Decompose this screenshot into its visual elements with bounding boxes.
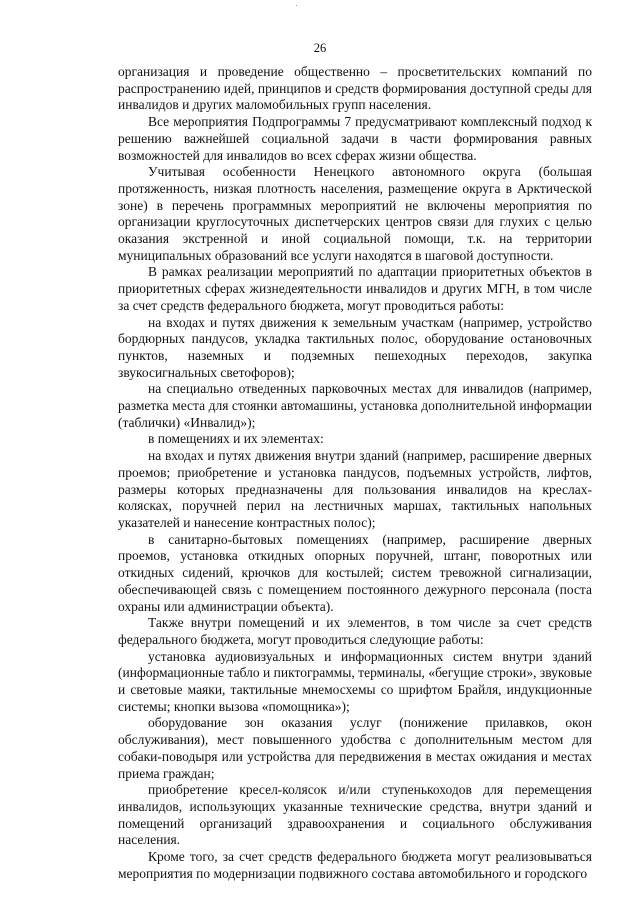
paragraph: Все мероприятия Подпрограммы 7 предусматривают комплексный подход к решению важнейшей социальной задачи в части формирования равных возможностей для инвалидов во всех сферах жизни общества. — [118, 114, 592, 163]
paragraph: Также внутри помещений и их элементов, в том числе за счет средств федерального бюджета, могут проводиться следующие работы: — [118, 615, 592, 647]
paragraph: В рамках реализации мероприятий по адаптации приоритетных объектов в приоритетных сферах жизнедеятельности инвалидов и других МГН, в том числе за счет средств федерального бюджета, могут проводиться работы: — [118, 264, 592, 313]
paragraph: организация и проведение общественно – просветительских компаний по распространению идей, принципов и средств формирования доступной среды для инвалидов и других маломобильных групп населения. — [118, 64, 592, 113]
paragraph: на специально отведенных парковочных местах для инвалидов (например, разметка места для стоянки автомашины, установка дополнительной информации (таблички) «Инвалид»); — [118, 381, 592, 430]
paragraph: в санитарно-бытовых помещениях (например, расширение дверных проемов, установка откидных опорных поручней, штанг, поворотных или откидных сидений, крючков для костылей; систем тревожной сигнализации, обеспечивающей связь с помещением постоянного дежурного персонала (поста охраны или администрации объекта). — [118, 531, 592, 614]
page-number: 26 — [313, 41, 327, 55]
body-text — [118, 64, 592, 882]
paragraph: приобретение кресел-колясок и/или ступенькоходов для перемещения инвалидов, использующих указанные технические средства, внутри зданий и помещений организаций здравоохранения и социального обслуживания населения. — [118, 782, 592, 848]
paragraph: Кроме того, за счет средств федерального бюджета могут реализовываться мероприятия по модернизации подвижного состава автомобильного и городского — [118, 849, 592, 881]
paragraph: оборудование зон оказания услуг (понижение прилавков, окон обслуживания), мест повышенного удобства с дополнительным местом для собаки-поводыря или устройства для передвижения в местах ожидания и местах приема граждан; — [118, 715, 592, 781]
paragraph: в помещениях и их элементах: — [148, 431, 324, 447]
scan-speck — [296, 5, 297, 6]
paragraph: на входах и путях движения к земельным участкам (например, устройство бордюрных пандусов, укладка тактильных полос, оборудование остановочных пунктов, наземных и подземных пешеходных переходов, закупка звукосигнальных светофоров); — [118, 314, 592, 380]
paragraph: Учитывая особенности Ненецкого автономного округа (большая протяженность, низкая плотность населения, размещение округа в Арктической зоне) в перечень программных мероприятий не включены мероприятия по организации круглосуточных диспетчерских центров связи для глухих с целью оказания экстренной и иной социальной помощи, т.к. на территории муниципальных образований все услуги находятся в шаговой доступности. — [118, 164, 592, 263]
paragraph: установка аудиовизуальных и информационных систем внутри зданий (информационные табло и пиктограммы, терминалы, «бегущие строки», звуковые и световые маяки, тактильные мнемосхемы со шрифтом Брайля, индукционные системы; кнопки вызова «помощника»); — [118, 648, 592, 714]
paragraph: на входах и путях движения внутри зданий (например, расширение дверных проемов; приобретение и установка пандусов, подъемных устройств, лифтов, размеры которых предназначены для пользования инвалидов на креслах-колясках, поручней перил на лестничных маршах, тактильных напольных указателей и нанесение контрастных полос); — [118, 448, 592, 530]
